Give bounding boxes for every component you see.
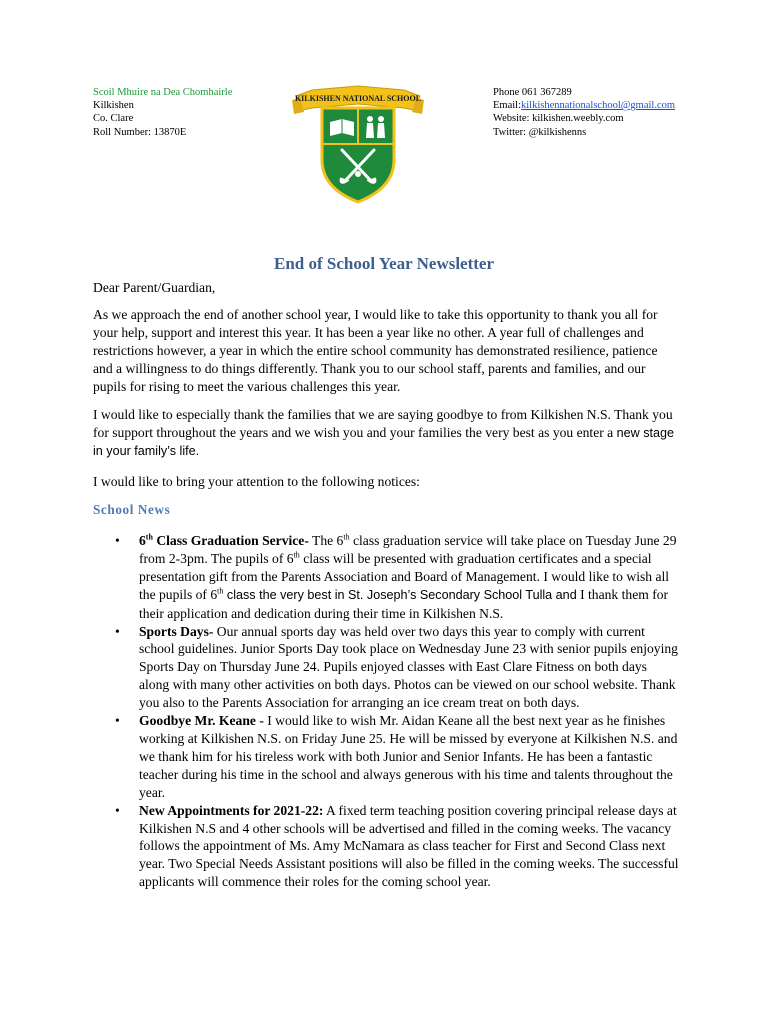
- school-roll-number: Roll Number: 13870E: [93, 126, 187, 138]
- heading-text: Class Graduation Service-: [152, 533, 309, 548]
- bullet-icon: •: [115, 802, 120, 818]
- text-sup: th: [293, 550, 300, 560]
- section-heading-school-news: School News: [93, 502, 171, 517]
- paragraph-goodbye-text: I would like to especially thank the families that we are saying goodbye to from Kilkishen N.S. Thank you for support throughout the years and we wish you and your families the very best as you enter a: [93, 407, 673, 440]
- heading-number: 6: [139, 533, 146, 548]
- newsletter-title: End of School Year Newsletter: [273, 254, 495, 273]
- crest-banner-text: KILKISHEN NATIONAL SCHOOL: [294, 94, 422, 103]
- school-contact-block: [493, 86, 675, 139]
- school-phone: Phone 061 367289: [493, 87, 572, 98]
- list-item: [93, 623, 679, 713]
- news-item-heading: Goodbye Mr. Keane -: [139, 713, 264, 729]
- school-crest-logo: [290, 82, 426, 206]
- text-sup: th: [217, 586, 224, 596]
- news-item-text: I would like to wish Mr. Aidan Keane all the best next year as he finishes working at Kilkishen N.S. on Friday June 25. He will be missed by everyone at Kilkishen N.S. and we thank him for his tireless work with both Junior and Senior Infants. He has been a fantastic teacher during his time in the school and always generous with his time and talents throughout the year.: [139, 713, 678, 800]
- list-item: [93, 712, 679, 802]
- news-item-text: class graduation service will take place on Tuesday June 29 from 2-3pm. The pupils of 6: [139, 533, 677, 566]
- news-item-heading: New Appointments for 2021-22:: [139, 802, 324, 818]
- news-item-text: A fixed term teaching position covering principal release days at Kilkishen N.S and 4 other schools will be advertised and filled in the coming weeks. The vacancy follows the appointment of Ms. Amy McNamara as class teacher for First and Second Class next year. Two Special Needs Assistant positions will also be filled in the coming weeks. The successful applicants will commence their roles for the coming school year.: [139, 802, 679, 890]
- paragraph-notices: I would like to bring your attention to the following notices:: [93, 474, 420, 489]
- news-item-text: The 6: [308, 533, 344, 548]
- email-link[interactable]: kilkishennationalschool@gmail.com: [521, 100, 676, 112]
- paragraph-goodbye-end: .: [195, 444, 200, 458]
- school-address-block: [93, 86, 232, 139]
- news-item-text: class will be presented with graduation certificates and a special presentation gift from the Parents Association and Board of Management. I would like to wish all the pupils of 6: [139, 550, 670, 602]
- paragraph-intro: As we approach the end of another school year, I would like to take this opportunity to thank you all for your help, support and interest this year. It has been a year like no other. A year full of challenges and restrictions however, a year in which the entire school community has demonstrated resilience, patience and a willingness to do things differently. Thank you to our school staff, parents and families, and our pupils for rising to meet the various challenges this year.: [93, 307, 658, 394]
- news-item-text-sans: class the very best in St. Joseph’s Secondary School Tulla and: [223, 587, 577, 602]
- paragraph-goodbye: [93, 406, 679, 460]
- bullet-icon: •: [115, 623, 120, 639]
- school-email-line: [493, 99, 675, 112]
- news-item-heading: Sports Days-: [139, 623, 214, 639]
- school-town: Kilkishen: [93, 100, 134, 112]
- bullet-icon: •: [115, 533, 120, 548]
- paragraph-goodbye-sans: new stage in your family’s life: [93, 426, 675, 458]
- bullet-icon: •: [115, 713, 120, 729]
- heading-sup: th: [145, 532, 153, 542]
- salutation: Dear Parent/Guardian,: [93, 280, 216, 295]
- email-label: Email:: [493, 100, 521, 112]
- list-item: [93, 802, 679, 892]
- list-item: [93, 532, 679, 623]
- news-item-heading: [139, 533, 309, 548]
- news-item-text: Our annual sports day was held over two days this year to comply with current school guidelines. Junior Sports Day took place on Wednesday June 23 with senior pupils enjoying Sports Day on Thursday June 24. Pupils enjoyed classes with East Clare Fitness on both days along with many other activities on both days. Photos can be viewed on our school website. Thank you also to the Parents Association for arranging an ice cream treat on both days.: [139, 623, 678, 711]
- school-news-list: [93, 532, 679, 891]
- school-county: Co. Clare: [93, 113, 134, 125]
- school-irish-name: Scoil Mhuire na Dea Chomhairle: [93, 87, 233, 98]
- school-twitter: Twitter: @kilkishenns: [493, 126, 587, 138]
- text-sup: th: [343, 532, 350, 542]
- school-website: Website: kilkishen.weebly.com: [493, 113, 624, 125]
- news-item-text: I thank them for their application and dedication during their time in Kilkishen N.S.: [139, 586, 669, 621]
